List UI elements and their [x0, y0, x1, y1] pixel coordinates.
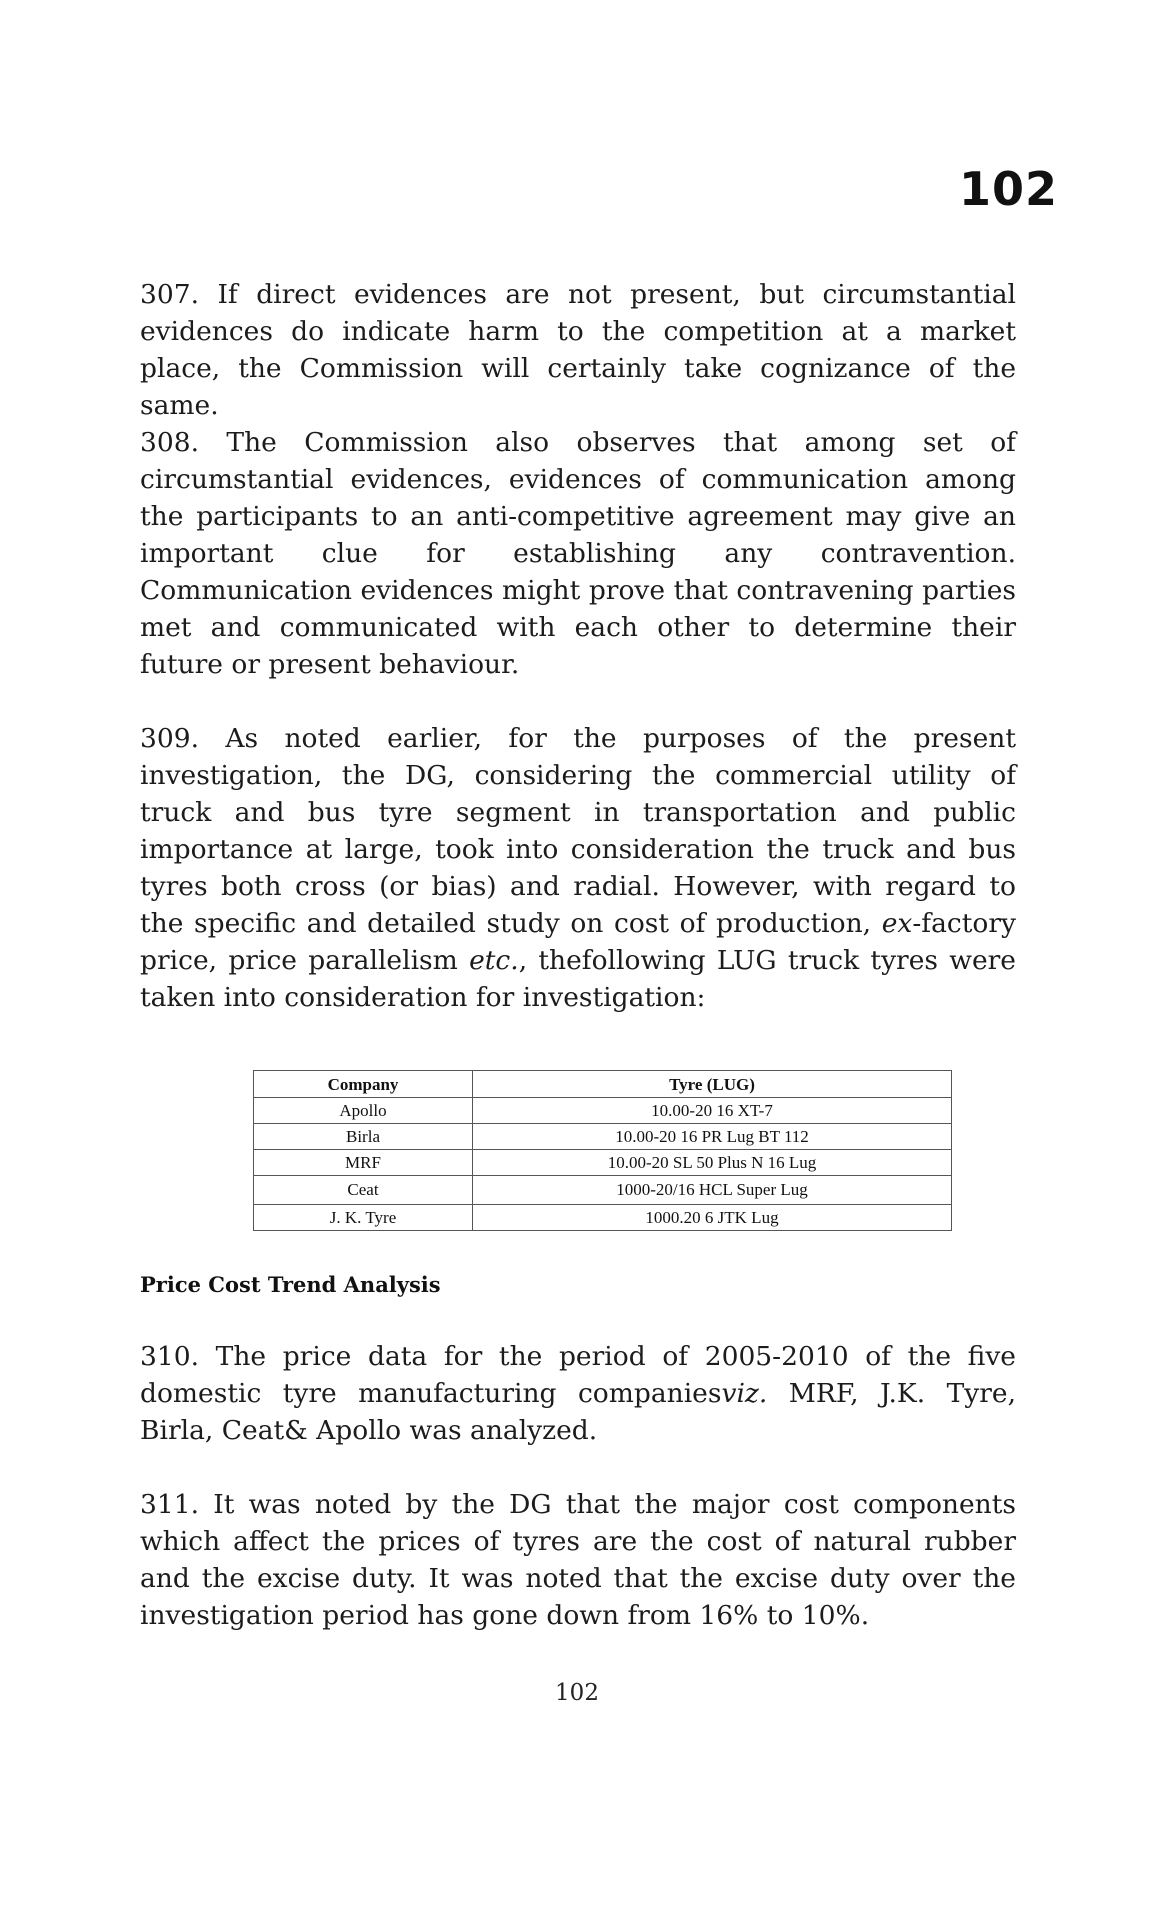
tyre-cell: 10.00-20 SL 50 Plus N 16 Lug	[473, 1150, 952, 1176]
table-row	[254, 1205, 952, 1231]
tyre-cell: 10.00-20 16 PR Lug BT 112	[473, 1124, 952, 1150]
paragraph-309	[140, 720, 1016, 1016]
paragraph-309-text-1: 309. As noted earlier, for the purposes of the present investigation, the DG, considering the commercial utility of truck and bus tyre segment in transportation and public importance at large, took into consideration the truck and bus tyres both cross (or bias) and radial. However, with regard to the specific and detailed study on cost of production,	[140, 723, 1016, 939]
paragraph-308: 308. The Commission also observes that among set of circumstantial evidences, evidences of communication among the participants to an anti-competitive agreement may give an important clue for establishing any contravention. Communication evidences might prove that contravening parties met and communicated with each other to determine their future or present behaviour.	[140, 427, 1016, 680]
table-row	[254, 1176, 952, 1205]
tyre-cell: 1000-20/16 HCL Super Lug	[473, 1176, 952, 1205]
column-header-tyre: Tyre (LUG)	[473, 1071, 952, 1098]
paragraph-309-text-2: -factory price, price parallelism	[140, 908, 1016, 976]
column-header-company: Company	[254, 1071, 473, 1098]
company-cell: Ceat	[254, 1176, 473, 1205]
paragraph-310	[140, 1338, 1016, 1449]
paragraph-311: 311. It was noted by the DG that the major cost components which affect the prices of tyres are the cost of natural rubber and the excise duty. It was noted that the excise duty over the investigation period has gone down from 16% to 10%.	[140, 1489, 1016, 1631]
company-cell: Apollo	[254, 1098, 473, 1124]
paragraph-309-text-3: , thefollowing LUG truck tyres were taken into consideration for investigation:	[140, 945, 1016, 1013]
company-cell: J. K. Tyre	[254, 1205, 473, 1231]
table-row	[254, 1150, 952, 1176]
tyre-table	[253, 1070, 952, 1231]
company-cell: Birla	[254, 1124, 473, 1150]
tyre-cell: 1000.20 6 JTK Lug	[473, 1205, 952, 1231]
page-number-footer: 102	[555, 1680, 599, 1706]
paragraph-309-emphasis-2: etc.	[469, 945, 519, 976]
page-number-header: 102	[958, 162, 1058, 216]
paragraph-307: 307. If direct evidences are not present, but circumstantial evidences do indicate harm to the competition at a market place, the Commission will certainly take cognizance of the same.	[140, 279, 1016, 421]
section-heading: Price Cost Trend Analysis	[140, 1272, 441, 1297]
tyre-cell: 10.00-20 16 XT-7	[473, 1098, 952, 1124]
paragraph-310-text-2: MRF, J.K. Tyre, Birla, Ceat& Apollo was analyzed.	[140, 1378, 1016, 1446]
table-row	[254, 1124, 952, 1150]
table-row	[254, 1098, 952, 1124]
company-cell: MRF	[254, 1150, 473, 1176]
paragraph-309-emphasis-1: ex	[881, 908, 913, 939]
paragraph-310-text-1: 310. The price data for the period of 2005-2010 of the five domestic tyre manufacturing companies	[140, 1341, 1016, 1409]
table-header-row	[254, 1071, 952, 1098]
paragraph-310-emphasis: viz.	[721, 1378, 768, 1409]
